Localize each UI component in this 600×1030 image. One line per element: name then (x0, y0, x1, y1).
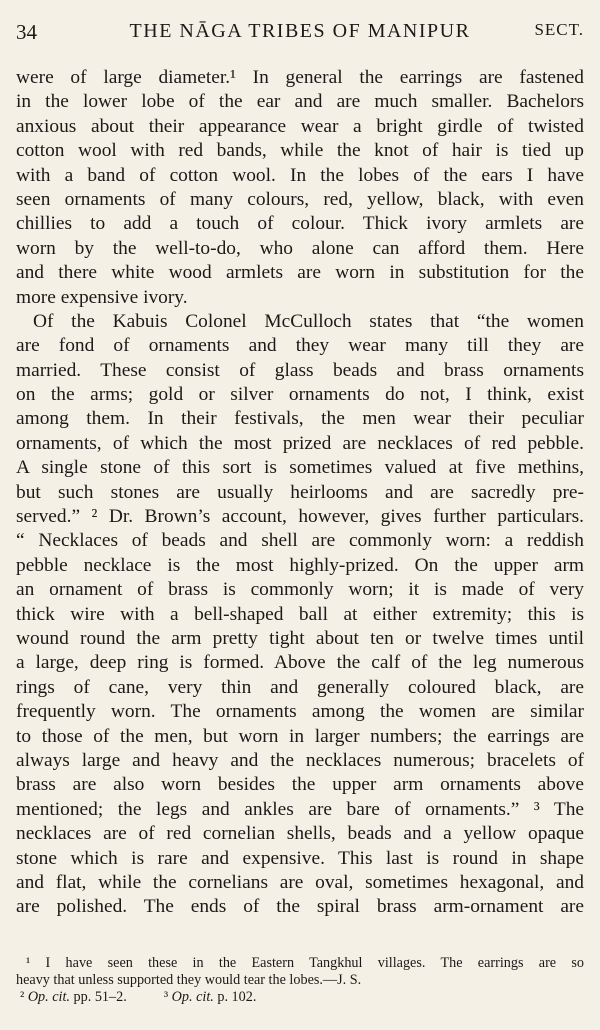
text-line: married. These consist of glass beads and brass ornaments (16, 359, 584, 381)
page-number: 34 (16, 20, 37, 44)
footnote-3-ref: Op. cit. (171, 989, 214, 1005)
text-line: are fond of ornaments and they wear many till they are (16, 335, 584, 357)
footnote-2-ref: Op. cit. (27, 989, 70, 1005)
text-line: a large, deep ring is formed. Above the calf of the leg numerous (16, 652, 584, 674)
text-line: and flat, while the cornelians are oval, sometimes hexagonal, and (16, 871, 584, 893)
footnote-refs (16, 989, 584, 1006)
text-line: but such stones are usually heirlooms and are sacredly pre- (16, 481, 584, 503)
text-line: Of the Kabuis Colonel McCulloch states that “the women (33, 310, 584, 332)
text-line: “ Necklaces of beads and shell are commonly worn: a reddish (16, 530, 584, 552)
text-line: thick wire with a bell-shaped ball at either extremity; this is (16, 603, 584, 625)
footnote-3-mark: ³ (163, 989, 169, 1005)
text-line: chillies to add a touch of colour. Thick ivory armlets are (16, 213, 584, 235)
text-line: were of large diameter.¹ In general the earrings are fastened (16, 67, 584, 88)
running-title: THE NĀGA TRIBES OF MANIPUR (129, 20, 471, 42)
text-line: always large and heavy and the necklaces numerous; bracelets of (16, 749, 584, 771)
text-line: more expensive ivory. (16, 286, 188, 308)
text-line: ornaments, of which the most prized are necklaces of red pebble. (16, 432, 584, 454)
footnote-1-line-1: ¹ I have seen these in the Eastern Tangkhul villages. The earrings are so (26, 955, 584, 971)
text-line: in the lower lobe of the ear and are much smaller. Bachelors (16, 91, 584, 113)
text-line: stone which is rare and expensive. This last is round in shape (16, 847, 584, 869)
text-line: seen ornaments of many colours, red, yellow, black, with even (16, 188, 584, 210)
text-line: among them. In their festivals, the men wear their peculiar (16, 408, 584, 430)
footnote-3-pages: p. 102. (217, 989, 257, 1005)
text-line: an ornament of brass is commonly worn; it is made of very (16, 579, 584, 601)
text-line: worn by the well-to-do, who alone can afford them. Here (16, 237, 584, 259)
text-line: rings of cane, very thin and generally coloured black, are (16, 676, 584, 698)
text-line: brass are also worn besides the upper arm ornaments above (16, 774, 584, 796)
footnote-1-line-2: heavy that unless supported they would tear the lobes.—J. S. (16, 972, 362, 988)
text-line: and there white wood armlets are worn in substitution for the (16, 262, 584, 284)
footnote-2-pages: pp. 51–2. (73, 989, 127, 1005)
text-line: on the arms; gold or silver ornaments do not, I think, exist (16, 384, 584, 406)
text-line: wound round the arm pretty tight about ten or twelve times until (16, 627, 584, 649)
text-line: with a band of cotton wool. In the lobes of the ears I have (16, 164, 584, 186)
text-line: cotton wool with red bands, while the knot of hair is tied up (16, 140, 584, 162)
footnote-2-mark: ² (20, 989, 25, 1005)
section-label: SECT. (534, 20, 584, 39)
text-line: served.” ² Dr. Brown’s account, however, gives further particulars. (16, 506, 584, 528)
text-line: necklaces are of red cornelian shells, beads and a yellow opaque (16, 823, 584, 845)
body-text (16, 66, 584, 920)
footnotes (16, 955, 584, 1006)
text-line: A single stone of this sort is sometimes valued at five methins, (16, 457, 584, 479)
page-header (16, 20, 584, 48)
text-line: are polished. The ends of the spiral brass arm-ornament are (16, 896, 584, 918)
text-line: mentioned; the legs and ankles are bare of ornaments.” ³ The (16, 798, 584, 820)
text-line: anxious about their appearance wear a bright girdle of twisted (16, 115, 584, 137)
text-line: to those of the men, but worn in larger numbers; the earrings are (16, 725, 584, 747)
text-line: pebble necklace is the most highly-prized. On the upper arm (16, 554, 584, 576)
text-line: frequently worn. The ornaments among the women are similar (16, 701, 584, 723)
